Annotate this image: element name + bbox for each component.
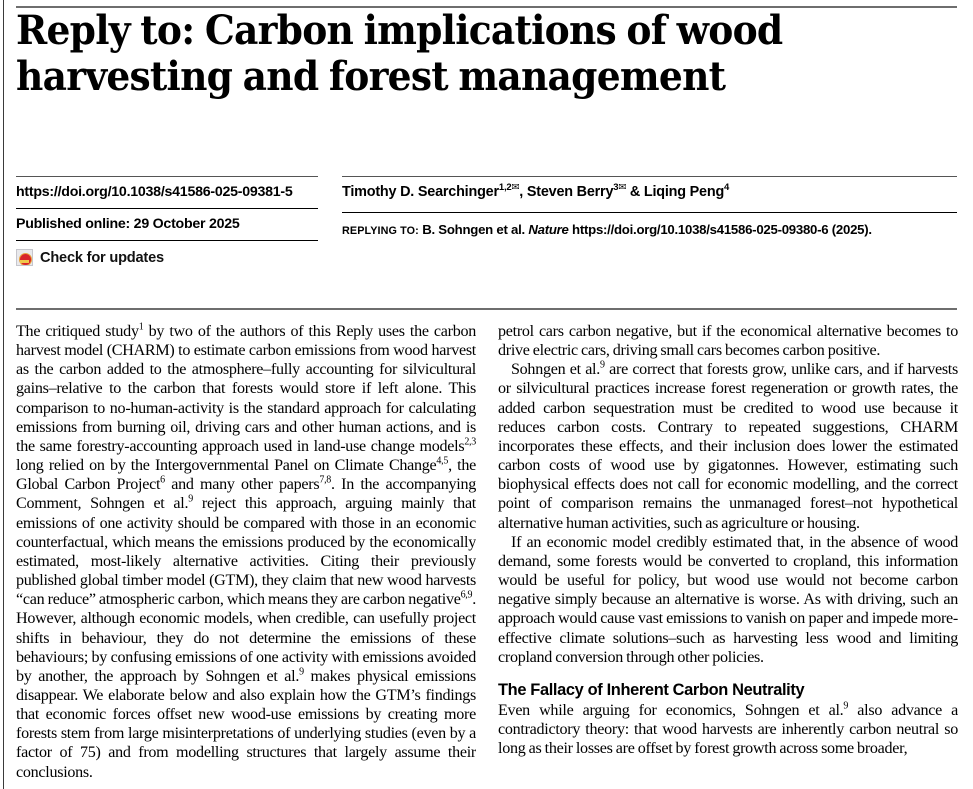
body-paragraph: The critiqued study$^1$ by two of the authors of this Reply uses the carbon harvest model (CHARM) to estimate carbon emissions from wood harvest as the carbon added to the atmosphere–fully accounting for silvicultural gains–relative to the carbon that forests would store if left alone. This comparison to no-human-activity is the standard approach for calculating emissions from burning oil, driving cars and other human actions, and is the same forestry-accounting approach used in land-use change models$^{2,3}$ long relied on by the Intergovernmental Panel on Climate Change$^{4,5}$, the Global Carbon Project$^6$ and many other papers$^{7,8}$. In the accompanying Comment, Sohngen et al.$^9$ reject this approach, arguing mainly that emissions of one activity should be compared with those in an economic counterfactual, which means the emissions produced by the economically estimated, most-likely alternative activities. Citing their previously published global timber model (GTM), they claim that new wood harvests “can reduce” atmospheric carbon, which means they are carbon negative$^{6,9}$. However, although economic models, when credible, can usefully project shifts in behaviour, they do not determine the emissions of these behaviours; by confusing emissions of one activity with emissions avoided by another, the approach by Sohngen et al.$^9$ makes physical emissions disappear. We elaborate below and also explain how the GTM’s findings that economic forces offset new wood-use emissions by creating more forests stem from large misinterpretations of underlying studies (even by a factor of 75) and from modelling structures that largely assume their conclusions. — [16, 322, 476, 781]
reference-marker[interactable]: 9 — [843, 700, 849, 712]
author-3-affiliation: 4 — [724, 182, 730, 194]
author-separator-1: , — [519, 184, 527, 200]
page-title: Reply to: Carbon implications of wood harvesting and forest management — [16, 7, 783, 100]
metadata-strip — [16, 176, 957, 286]
reference-marker[interactable]: 9 — [299, 666, 304, 678]
author-2-name: Steven Berry — [526, 184, 614, 200]
reference-marker[interactable]: 6 — [160, 474, 165, 486]
reference-marker[interactable]: 1 — [138, 322, 144, 333]
author-1-affiliation: 1,2 — [498, 182, 512, 194]
replying-to-label: REPLYING TO: — [342, 225, 419, 237]
body-paragraph: petrol cars carbon negative, but if the economical alternative becomes to drive electric cars, driving small cars becomes carbon positive. — [498, 323, 958, 360]
replying-to-citation-post[interactable]: https://doi.org/10.1038/s41586-025-09380-6 (2025). — [568, 222, 872, 237]
author-2-affiliation: 3 — [613, 182, 619, 194]
doi-link[interactable]: https://doi.org/10.1038/s41586-025-09381-5 — [16, 184, 293, 200]
body-top-rule — [16, 308, 957, 310]
body-column-right — [498, 322, 958, 784]
author-2-email-icon[interactable]: ✉ — [618, 182, 627, 194]
title-block — [16, 8, 896, 100]
check-for-updates-label: Check for updates — [40, 249, 164, 266]
author-separator-2: & — [626, 184, 644, 200]
replying-to-journal: Nature — [528, 222, 569, 237]
reference-marker[interactable]: 7,8 — [319, 474, 332, 486]
body-paragraph: Sohngen et al.$^9$ are correct that forests grow, unlike cars, and if harvests or silvicultural practices increase forest regeneration or growth rates, the added carbon sequestration must be credited to wood use because it reduces carbon costs. Contrary to repeated suggestions, CHARM incorporates these effects, and their inclusion does lower the estimated carbon costs of wood use by gigatonnes. However, estimating such biophysical effects does not call for economic modelling, and the correct point of comparison remains the unmanaged forest–not hypothetical alternative human activities, such as agriculture or housing. — [498, 359, 958, 532]
metadata-right-column — [342, 176, 957, 240]
reference-marker[interactable]: 9 — [188, 494, 193, 506]
reference-marker[interactable]: 9 — [600, 359, 605, 371]
page-left-trim-rule — [3, 0, 4, 789]
body-column-left — [16, 322, 476, 784]
author-1-email-icon[interactable]: ✉ — [511, 182, 520, 194]
body-paragraph: If an economic model credibly estimated that, in the absence of wood demand, some forests would be converted to cropland, this information would be useful for policy, but wood use would not become carbon negative simply because an alternative is worse. As with driving, such an approach would cause vast emissions to vanish on paper and impede more-effective climate solutions–such as harvesting less wood and limiting cropland conversion through other policies. — [498, 533, 958, 666]
crossmark-icon — [16, 249, 33, 266]
reference-marker[interactable]: 6,9 — [460, 589, 473, 601]
author-1-name: Timothy D. Searchinger — [342, 184, 499, 200]
body-paragraph: Even while arguing for economics, Sohngen et al.$^9$ also advance a contradictory theory: that wood harvests are inherently carbon neutral so long as their losses are offset by forest growth across some broader, — [498, 700, 958, 758]
check-for-updates-button[interactable] — [16, 241, 318, 266]
article-body — [16, 322, 957, 784]
reference-marker[interactable]: 2,3 — [464, 436, 476, 448]
replying-to-citation-pre: B. Sohngen et al. — [418, 222, 529, 237]
metadata-left-column — [16, 176, 318, 266]
author-list — [342, 177, 957, 212]
replying-to-line — [342, 213, 957, 240]
reference-marker[interactable]: 4,5 — [436, 455, 449, 467]
published-date: Published online: 29 October 2025 — [16, 216, 240, 232]
author-3-name: Liqing Peng — [643, 184, 725, 200]
section-heading: The Fallacy of Inherent Carbon Neutrality — [498, 680, 805, 699]
